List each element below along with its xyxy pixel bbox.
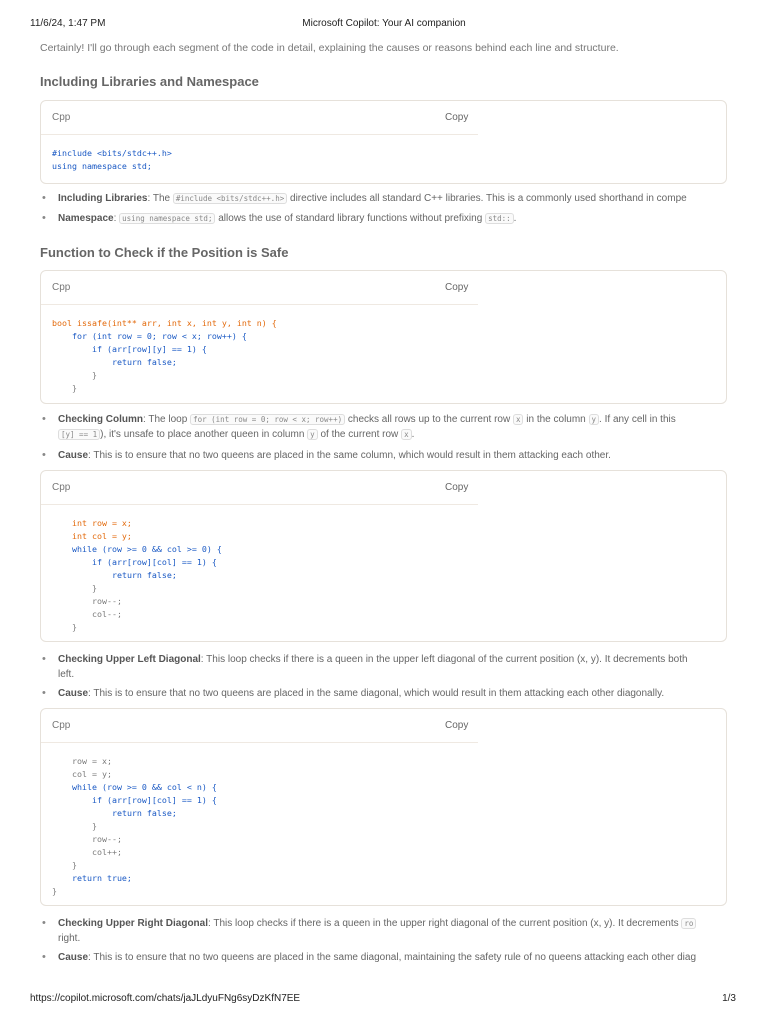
code-line: row = x;: [71, 756, 112, 766]
page-url: https://copilot.microsoft.com/chats/jaJLdyuFNg6syDzKfN7EE: [30, 993, 301, 1004]
bullet-text: .: [411, 429, 415, 440]
bullet-label: Cause: [58, 450, 89, 461]
code-line: return false;: [111, 357, 177, 367]
copy-button[interactable]: Copy: [445, 282, 469, 293]
code-line: }: [71, 860, 77, 870]
section-title-libraries: Including Libraries and Namespace: [40, 74, 259, 89]
bullet-label: Cause: [58, 952, 89, 963]
bullet-text: : This is to ensure that no two queens are placed in the same diagonal, which would result in them attacking each other diagonally.: [88, 688, 665, 699]
copy-button[interactable]: Copy: [445, 112, 469, 123]
bullet-text: of the current row: [317, 429, 402, 440]
code-line: bool issafe(int** arr, int x, int y, int n) {: [52, 318, 277, 328]
code-line: while (row >= 0 && col >= 0) {: [71, 544, 222, 554]
code-content: [52, 147, 172, 173]
code-block-header: [41, 271, 478, 305]
code-line: for (int row = 0; row < x; row++) {: [71, 331, 247, 341]
bullet-text: right.: [58, 933, 81, 944]
code-line: }: [91, 370, 97, 380]
inline-code: y: [589, 414, 600, 425]
code-line: return false;: [111, 808, 177, 818]
chat-response: [40, 38, 730, 993]
inline-code: using namespace std;: [119, 213, 215, 224]
page-number: 1/3: [722, 993, 736, 1004]
bullet-text: checks all rows up to the current row: [345, 414, 513, 425]
bullet-text: : This is to ensure that no two queens are placed in the same diagonal, maintaining the safety rule of no queens attacking each other diag: [88, 952, 696, 963]
bullet-label: Checking Upper Left Diagonal: [58, 654, 201, 665]
bullet-text: :: [113, 213, 120, 224]
code-line: }: [91, 583, 97, 593]
code-line: using namespace std;: [52, 161, 152, 171]
code-line: return false;: [111, 570, 177, 580]
bullet-text: ), it's unsafe to place another queen in column: [100, 429, 308, 440]
bullet-label: Namespace: [58, 213, 114, 224]
bullet-text: left.: [58, 669, 75, 680]
bullet-text: allows the use of standard library functions without prefixing: [215, 213, 486, 224]
bullet-icon: •: [42, 653, 46, 665]
inline-code: #include <bits/stdc++.h>: [173, 193, 287, 204]
inline-code: [y] == 1: [58, 429, 100, 440]
code-language-label: Cpp: [52, 112, 71, 123]
code-block-right-diagonal: [40, 708, 727, 906]
code-block-header: [41, 101, 478, 135]
bullet-text: in the column: [523, 414, 589, 425]
code-line: if (arr[row][y] == 1) {: [91, 344, 207, 354]
bullet-text: : The loop: [143, 414, 191, 425]
page-title: Microsoft Copilot: Your AI companion: [302, 18, 466, 29]
code-content: [52, 517, 222, 634]
bullet-icon: •: [42, 192, 46, 204]
bullet-icon: •: [42, 687, 46, 699]
code-line: }: [71, 383, 77, 393]
copy-button[interactable]: Copy: [445, 482, 469, 493]
bullet-label: Checking Upper Right Diagonal: [58, 918, 209, 929]
inline-code: x: [513, 414, 524, 425]
bullet-text: .: [513, 213, 517, 224]
code-line: col++;: [91, 847, 122, 857]
code-line: int col = y;: [71, 531, 132, 541]
code-line: }: [91, 821, 97, 831]
code-line: return true;: [71, 873, 132, 883]
code-line: while (row >= 0 && col < n) {: [71, 782, 217, 792]
inline-code: for (int row = 0; row < x; row++): [190, 414, 345, 425]
code-block-issafe: [40, 270, 727, 404]
bullet-label: Including Libraries: [58, 193, 148, 204]
inline-code: y: [307, 429, 318, 440]
code-line: if (arr[row][col] == 1) {: [91, 795, 217, 805]
code-line: int row = x;: [71, 518, 132, 528]
code-line: col--;: [91, 609, 122, 619]
bullet-label: Checking Column: [58, 414, 144, 425]
code-language-label: Cpp: [52, 720, 71, 731]
print-datetime: 11/6/24, 1:47 PM: [30, 18, 106, 29]
code-language-label: Cpp: [52, 282, 71, 293]
code-language-label: Cpp: [52, 482, 71, 493]
bullet-text: : This loop checks if there is a queen in the upper right diagonal of the current position (x, y). It decrements: [208, 918, 682, 929]
code-line: row--;: [91, 834, 122, 844]
bullet-text: : The: [147, 193, 173, 204]
code-block-left-diagonal: [40, 470, 727, 642]
section-title-safe-check: Function to Check if the Position is Safe: [40, 245, 289, 260]
code-content: [52, 755, 217, 898]
code-content: [52, 317, 277, 395]
inline-code: std::: [485, 213, 514, 224]
inline-code: x: [401, 429, 412, 440]
bullet-text: : This is to ensure that no two queens are placed in the same column, which would result in them attacking each other.: [88, 450, 611, 461]
code-line: #include <bits/stdc++.h>: [52, 148, 172, 158]
code-line: col = y;: [71, 769, 112, 779]
inline-code: ro: [681, 918, 696, 929]
bullet-icon: •: [42, 917, 46, 929]
copy-button[interactable]: Copy: [445, 720, 469, 731]
bullet-text: : This loop checks if there is a queen in the upper left diagonal of the current position (x, y). It decrements both: [200, 654, 688, 665]
code-block-header: [41, 471, 478, 505]
intro-text: Certainly! I'll go through each segment of the code in detail, explaining the causes or reasons behind each line and structure.: [40, 42, 619, 54]
bullet-icon: •: [42, 449, 46, 461]
bullet-icon: •: [42, 413, 46, 425]
bullet-text: directive includes all standard C++ libraries. This is a commonly used shorthand in compe: [287, 193, 687, 204]
code-line: row--;: [91, 596, 122, 606]
bullet-icon: •: [42, 951, 46, 963]
bullet-label: Cause: [58, 688, 89, 699]
bullet-icon: •: [42, 212, 46, 224]
code-block-includes: [40, 100, 727, 184]
code-block-header: [41, 709, 478, 743]
code-line: }: [52, 886, 57, 896]
code-line: if (arr[row][col] == 1) {: [91, 557, 217, 567]
code-line: }: [71, 622, 77, 632]
bullet-text: . If any cell in this: [599, 414, 676, 425]
